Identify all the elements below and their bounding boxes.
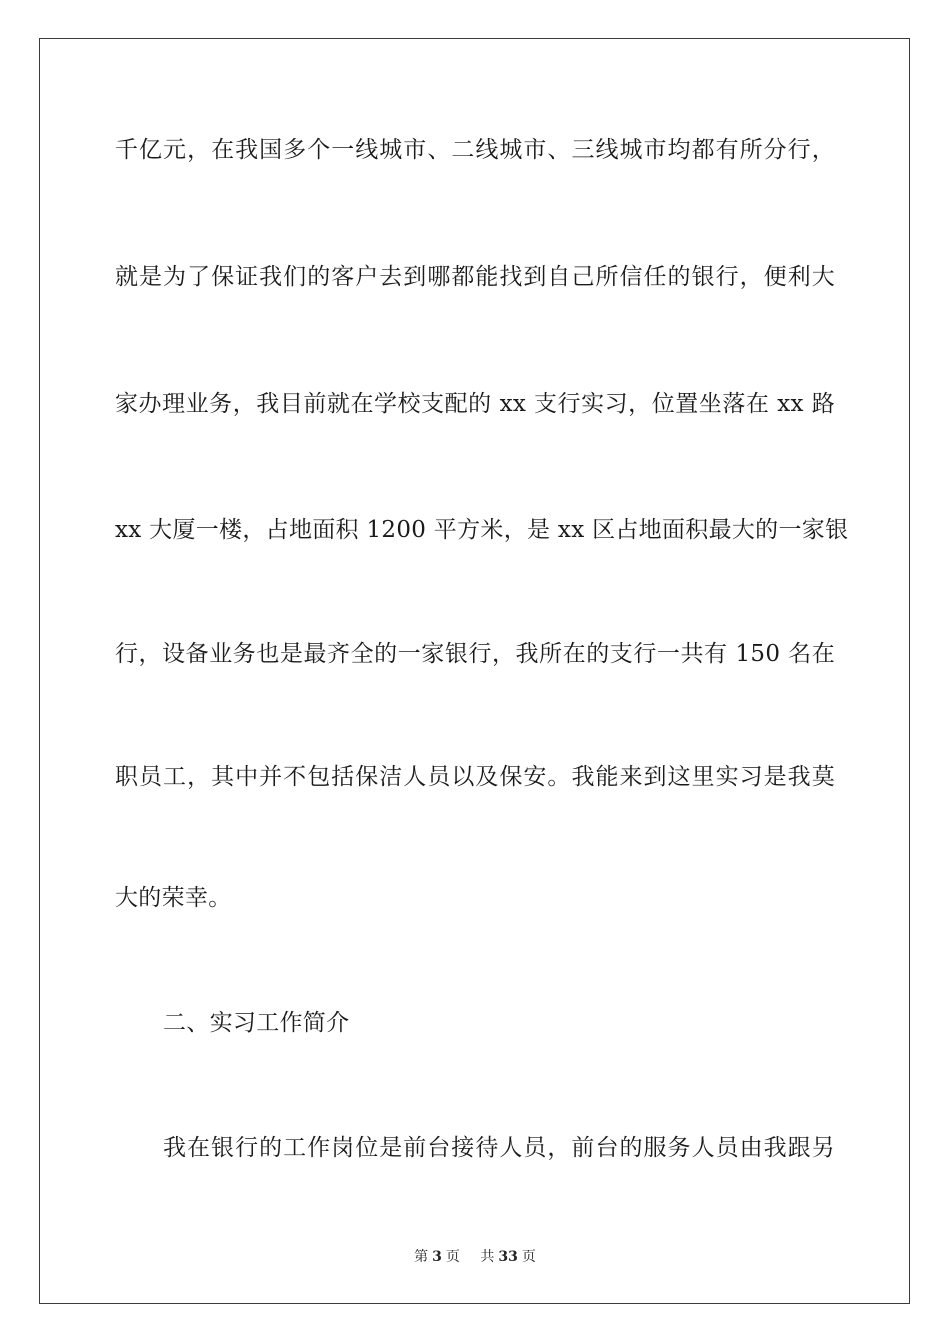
body-line-2: 就是为了保证我们的客户去到哪都能找到自己所信任的银行，便利大 [115,264,835,290]
total-suffix: 页 [521,1249,536,1265]
page-number: 3 [432,1249,442,1265]
total-prefix: 共 [480,1249,495,1265]
paragraph-line: 我在银行的工作岗位是前台接待人员，前台的服务人员由我跟另 [163,1135,835,1161]
page-suffix: 页 [445,1249,460,1265]
page-prefix: 第 [414,1249,429,1265]
body-line-5: 行，设备业务也是最齐全的一家银行，我所在的支行一共有 150 名在 [115,641,835,667]
body-line-7: 大的荣幸。 [115,885,232,911]
total-indicator [476,1249,539,1265]
page-border [39,38,910,1304]
section-heading: 二、实习工作简介 [163,1010,350,1036]
body-line-4: xx 大厦一楼，占地面积 1200 平方米，是 xx 区占地面积最大的一家银 [115,517,849,543]
page-footer [0,1248,950,1266]
total-pages: 33 [498,1249,518,1265]
body-line-1: 千亿元，在我国多个一线城市、二线城市、三线城市均都有所分行， [115,137,835,163]
page-indicator [410,1249,464,1265]
body-line-6: 职员工，其中并不包括保洁人员以及保安。我能来到这里实习是我莫 [115,764,835,790]
body-line-3: 家办理业务，我目前就在学校支配的 xx 支行实习，位置坐落在 xx 路 [115,391,835,417]
